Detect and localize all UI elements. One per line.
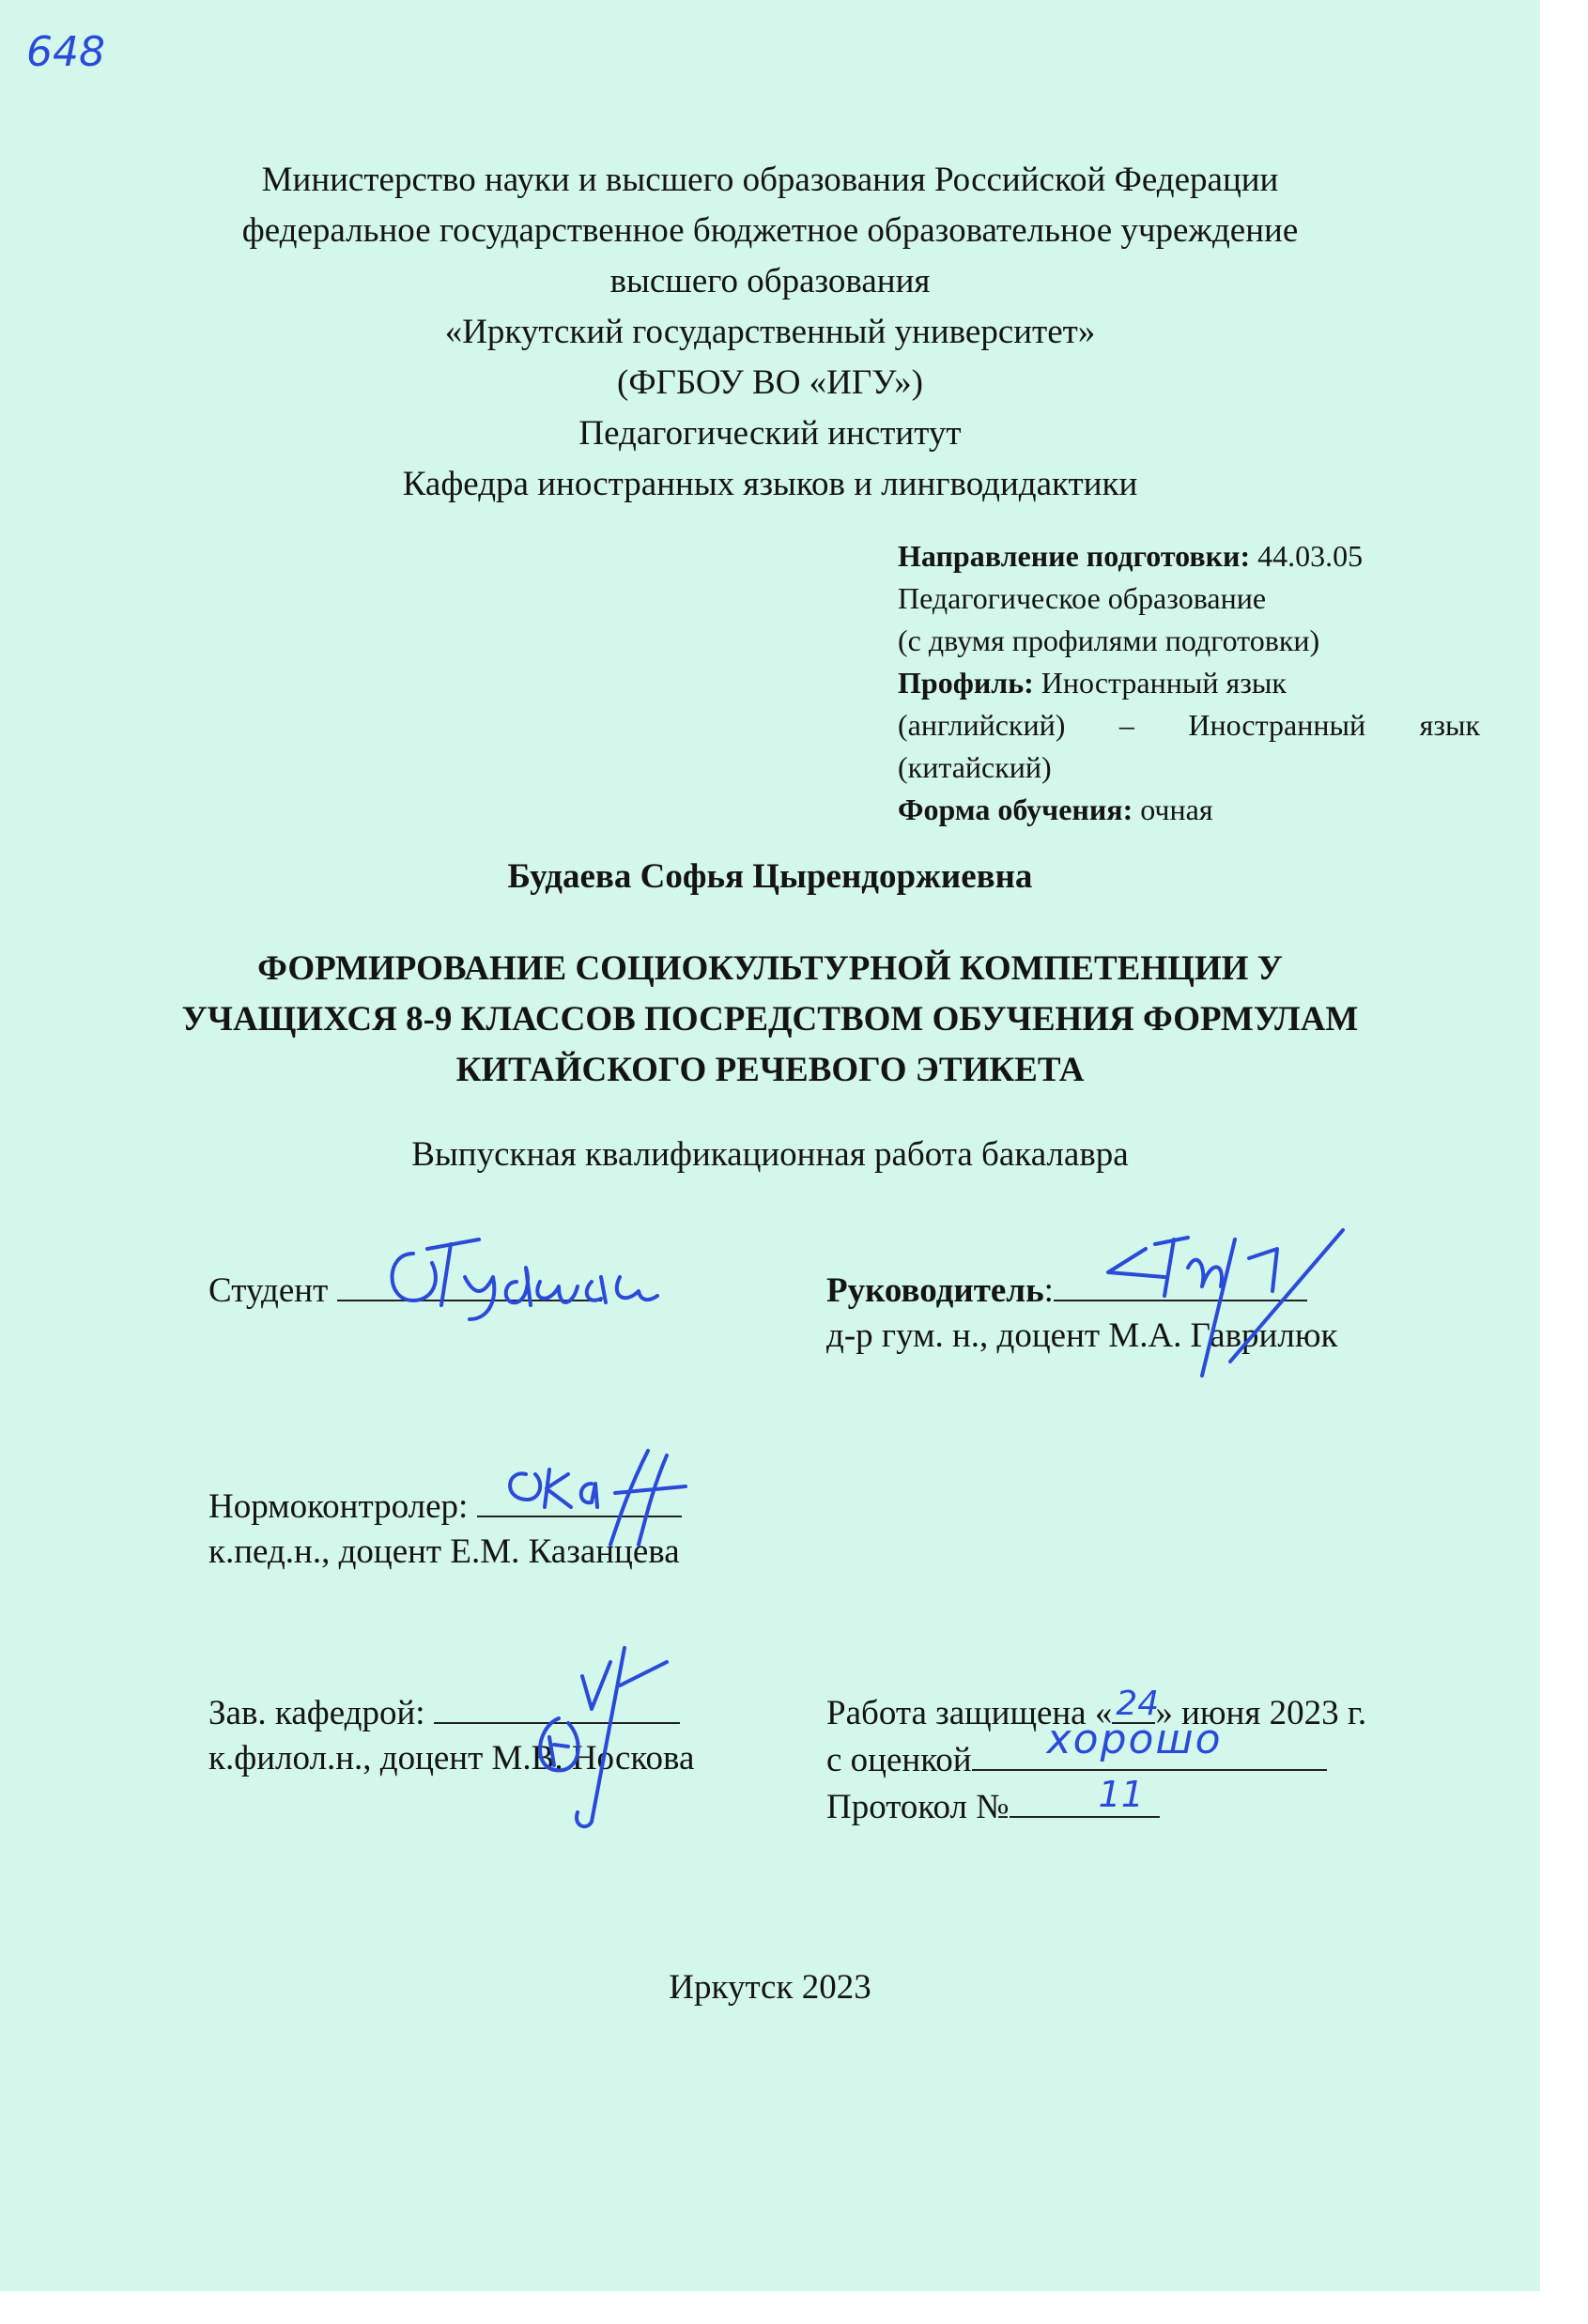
header-line: высшего образования	[609, 262, 931, 300]
profile-line-3: (китайский)	[898, 750, 1052, 784]
work-type: Выпускная квалификационная работа бакалавра	[411, 1135, 1129, 1174]
author-name: Будаева Софья Цырендоржиевна	[507, 857, 1033, 896]
title-line: ФОРМИРОВАНИЕ СОЦИОКУЛЬТУРНОЙ КОМПЕТЕНЦИИ У	[257, 949, 1283, 988]
direction-line: Направление подготовки: 44.03.05	[898, 539, 1364, 573]
defense-day: 24	[1116, 1685, 1160, 1723]
defense-suffix: » июня 2023 г.	[1155, 1694, 1367, 1732]
header-line: Кафедра иностранных языков и лингводидактики	[402, 465, 1138, 503]
head-label: Зав. кафедрой:	[208, 1694, 425, 1732]
head-title: к.филол.н., доцент М.В. Носкова	[208, 1739, 695, 1778]
student-signature	[376, 1225, 667, 1329]
header-line: Педагогический институт	[578, 414, 962, 453]
direction-line-2: Педагогическое образование	[898, 581, 1267, 615]
grade-row	[826, 1716, 1327, 1784]
supervisor-label: Руководитель	[826, 1271, 1044, 1310]
header-line: «Иркутский государственный университет»	[444, 313, 1096, 351]
study-info	[898, 535, 1480, 831]
protocol-row	[826, 1774, 1160, 1831]
student-label: Студент	[208, 1271, 329, 1310]
institution-header	[0, 155, 1540, 510]
normcontrol-signature	[488, 1441, 704, 1554]
normcontrol-label: Нормоконтролер:	[208, 1487, 469, 1526]
protocol-label: Протокол №	[826, 1788, 1010, 1826]
profile-line-2: (английский) – Иностранный язык	[898, 708, 1480, 742]
header-line: (ФГБОУ ВО «ИГУ»)	[617, 363, 923, 402]
form-line: Форма обучения: очная	[898, 793, 1213, 826]
title-line: УЧАЩИХСЯ 8-9 КЛАССОВ ПОСРЕДСТВОМ ОБУЧЕНИЯ ФОРМУЛАМ	[181, 1000, 1359, 1039]
supervisor-signature	[1089, 1221, 1362, 1380]
protocol-value: 11	[1098, 1774, 1144, 1815]
protocol-line	[1010, 1774, 1160, 1818]
defense-prefix: Работа защищена «	[826, 1694, 1113, 1732]
title-line: КИТАЙСКОГО РЕЧЕВОГО ЭТИКЕТА	[455, 1051, 1085, 1089]
profile-line: Профиль: Иностранный язык	[898, 666, 1287, 700]
supervisor-row: Руководитель:	[826, 1266, 1307, 1315]
head-signature	[479, 1634, 686, 1831]
city-year: Иркутск 2023	[669, 1968, 871, 2007]
header-line: Министерство науки и высшего образования Российской Федерации	[261, 161, 1279, 199]
grade-line	[972, 1716, 1327, 1771]
work-title	[0, 944, 1540, 1096]
direction-line-3: (с двумя профилями подготовки)	[898, 623, 1320, 657]
handwritten-number: 648	[26, 28, 105, 76]
grade-value: хорошо	[1046, 1716, 1223, 1763]
grade-label: с оценкой	[826, 1741, 972, 1779]
header-line: федеральное государственное бюджетное образовательное учреждение	[241, 211, 1299, 250]
supervisor-title: д-р гум. н., доцент М.А. Гаврилюк	[826, 1316, 1338, 1355]
normcontrol-title: к.пед.н., доцент Е.М. Казанцева	[208, 1532, 680, 1571]
